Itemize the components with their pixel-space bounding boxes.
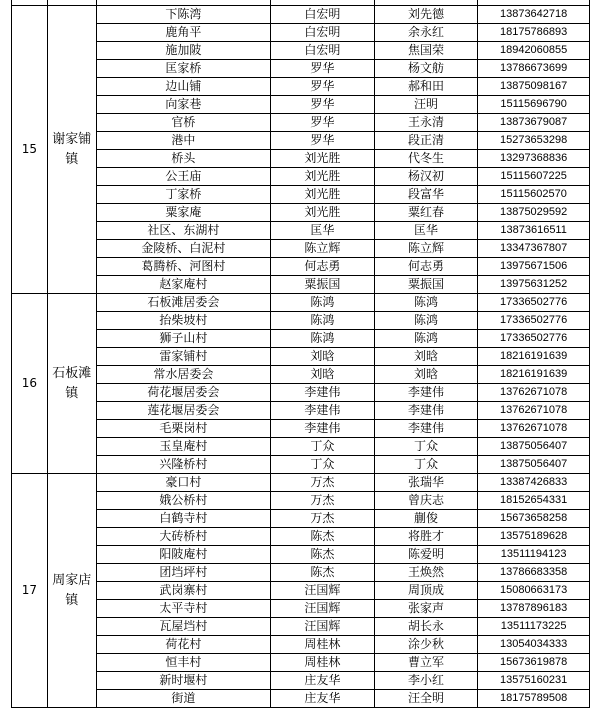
leader-cell: 刘光胜 <box>271 204 375 222</box>
phone-cell: 13875056407 <box>478 456 590 474</box>
phone-cell: 17336502776 <box>478 330 590 348</box>
village-cell: 粟家庵 <box>96 204 270 222</box>
phone-cell: 13575160231 <box>478 672 590 690</box>
contact-cell: 陈爱明 <box>374 546 478 564</box>
table-row <box>12 582 590 600</box>
phone-cell: 15673619878 <box>478 654 590 672</box>
phone-cell: 13975671506 <box>478 258 590 276</box>
leader-cell: 白宏明 <box>271 6 375 24</box>
table-row <box>12 150 590 168</box>
leader-cell: 粟振国 <box>271 276 375 294</box>
table-row <box>12 654 590 672</box>
contact-cell: 焦国荣 <box>374 42 478 60</box>
phone-cell: 13786673699 <box>478 60 590 78</box>
phone-cell: 13875098167 <box>478 78 590 96</box>
town-name: 谢家铺镇 <box>47 6 96 294</box>
leader-cell: 汪国辉 <box>271 618 375 636</box>
leader-cell: 陈鸿 <box>271 330 375 348</box>
village-cell: 官桥 <box>96 114 270 132</box>
leader-cell: 庄友华 <box>271 690 375 708</box>
phone-cell: 13347367807 <box>478 240 590 258</box>
leader-cell: 汪国辉 <box>271 600 375 618</box>
village-cell: 赵家庵村 <box>96 276 270 294</box>
contact-cell: 何志勇 <box>374 258 478 276</box>
contact-cell: 刘晗 <box>374 348 478 366</box>
contact-table <box>11 0 590 708</box>
village-cell: 白鹤寺村 <box>96 510 270 528</box>
leader-cell: 万杰 <box>271 492 375 510</box>
leader-cell: 庄友华 <box>271 672 375 690</box>
table-row <box>12 384 590 402</box>
contact-cell: 曹立军 <box>374 654 478 672</box>
table-row <box>12 24 590 42</box>
table-row <box>12 600 590 618</box>
table-row <box>12 564 590 582</box>
village-cell: 抬柴坡村 <box>96 312 270 330</box>
seq-number: 17 <box>12 474 48 708</box>
phone-cell: 13762671078 <box>478 384 590 402</box>
village-cell: 社区、东湖村 <box>96 222 270 240</box>
phone-cell: 18216191639 <box>478 366 590 384</box>
village-cell: 莲花堰居委会 <box>96 402 270 420</box>
contact-cell: 陈鸿 <box>374 294 478 312</box>
leader-cell: 罗华 <box>271 96 375 114</box>
contact-cell: 段正清 <box>374 132 478 150</box>
table-body <box>12 0 590 708</box>
leader-cell: 罗华 <box>271 114 375 132</box>
village-cell: 新时堰村 <box>96 672 270 690</box>
table-row <box>12 42 590 60</box>
contact-cell: 代冬生 <box>374 150 478 168</box>
phone-cell: 13787896183 <box>478 600 590 618</box>
leader-cell: 何志勇 <box>271 258 375 276</box>
contact-cell: 李小红 <box>374 672 478 690</box>
village-cell: 港中 <box>96 132 270 150</box>
leader-cell: 陈立辉 <box>271 240 375 258</box>
village-cell: 阳陂庵村 <box>96 546 270 564</box>
phone-cell: 18175789508 <box>478 690 590 708</box>
leader-cell: 刘光胜 <box>271 150 375 168</box>
village-cell: 鹿角平 <box>96 24 270 42</box>
table-row <box>12 690 590 708</box>
phone-cell: 18175786893 <box>478 24 590 42</box>
table-row <box>12 222 590 240</box>
village-cell: 豪口村 <box>96 474 270 492</box>
seq-number: 16 <box>12 294 48 474</box>
village-cell: 太平寺村 <box>96 600 270 618</box>
contact-cell: 李建伟 <box>374 402 478 420</box>
village-cell: 金陵桥、白泥村 <box>96 240 270 258</box>
village-cell: 桥头 <box>96 150 270 168</box>
contact-cell: 汪全明 <box>374 690 478 708</box>
table-row <box>12 114 590 132</box>
phone-cell: 13387426833 <box>478 474 590 492</box>
table-row <box>12 456 590 474</box>
phone-cell: 15080663173 <box>478 582 590 600</box>
contact-cell: 李建伟 <box>374 420 478 438</box>
table-row <box>12 420 590 438</box>
contact-cell: 陈立辉 <box>374 240 478 258</box>
village-cell: 娥公桥村 <box>96 492 270 510</box>
contact-cell: 汪明 <box>374 96 478 114</box>
leader-cell: 周桂林 <box>271 636 375 654</box>
table-row <box>12 510 590 528</box>
contact-cell: 将胜才 <box>374 528 478 546</box>
leader-cell: 刘光胜 <box>271 186 375 204</box>
village-cell: 大砖桥村 <box>96 528 270 546</box>
phone-cell: 13975631252 <box>478 276 590 294</box>
leader-cell: 万杰 <box>271 510 375 528</box>
phone-cell: 17336502776 <box>478 312 590 330</box>
contact-cell: 李建伟 <box>374 384 478 402</box>
village-cell: 荷花堰居委会 <box>96 384 270 402</box>
seq-number: 15 <box>12 6 48 294</box>
phone-cell: 15115602570 <box>478 186 590 204</box>
leader-cell: 罗华 <box>271 132 375 150</box>
phone-cell: 18942060855 <box>478 42 590 60</box>
leader-cell: 周桂林 <box>271 654 375 672</box>
contact-cell: 余永红 <box>374 24 478 42</box>
phone-cell: 13575189628 <box>478 528 590 546</box>
phone-cell: 13762671078 <box>478 402 590 420</box>
village-cell: 葛腾桥、河图村 <box>96 258 270 276</box>
contact-cell: 郝和田 <box>374 78 478 96</box>
leader-cell: 丁众 <box>271 438 375 456</box>
village-cell: 瓦屋垱村 <box>96 618 270 636</box>
village-cell: 匡家桥 <box>96 60 270 78</box>
phone-cell: 13873642718 <box>478 6 590 24</box>
village-cell: 毛栗岗村 <box>96 420 270 438</box>
phone-cell: 17336502776 <box>478 294 590 312</box>
village-cell: 玉皇庵村 <box>96 438 270 456</box>
phone-cell: 13511173225 <box>478 618 590 636</box>
leader-cell: 白宏明 <box>271 24 375 42</box>
contact-cell: 王永清 <box>374 114 478 132</box>
phone-cell: 13873679087 <box>478 114 590 132</box>
phone-cell: 15115607225 <box>478 168 590 186</box>
table-row <box>12 546 590 564</box>
contact-cell: 丁众 <box>374 456 478 474</box>
village-cell: 街道 <box>96 690 270 708</box>
table-row <box>12 96 590 114</box>
table-row <box>12 438 590 456</box>
contact-cell: 周顶成 <box>374 582 478 600</box>
contact-cell: 丁众 <box>374 438 478 456</box>
phone-cell: 13875029592 <box>478 204 590 222</box>
village-cell: 施加陂 <box>96 42 270 60</box>
phone-cell: 18216191639 <box>478 348 590 366</box>
contact-cell: 张家声 <box>374 600 478 618</box>
table-row <box>12 78 590 96</box>
leader-cell: 陈鸿 <box>271 294 375 312</box>
phone-cell: 13054034333 <box>478 636 590 654</box>
phone-cell: 13875056407 <box>478 438 590 456</box>
table-row <box>12 618 590 636</box>
village-cell: 公王庙 <box>96 168 270 186</box>
village-cell: 石板滩居委会 <box>96 294 270 312</box>
table-row <box>12 204 590 222</box>
village-cell: 狮子山村 <box>96 330 270 348</box>
village-cell: 边山铺 <box>96 78 270 96</box>
village-cell: 团垱坪村 <box>96 564 270 582</box>
contact-cell: 粟红春 <box>374 204 478 222</box>
contact-cell: 刘先德 <box>374 6 478 24</box>
contact-cell: 粟振国 <box>374 276 478 294</box>
leader-cell: 陈鸿 <box>271 312 375 330</box>
contact-cell: 刘晗 <box>374 366 478 384</box>
table-row <box>12 168 590 186</box>
table-row <box>12 276 590 294</box>
table-row <box>12 366 590 384</box>
contact-cell: 蒯俊 <box>374 510 478 528</box>
table-row <box>12 636 590 654</box>
leader-cell: 李建伟 <box>271 420 375 438</box>
leader-cell: 罗华 <box>271 60 375 78</box>
phone-cell: 18152654331 <box>478 492 590 510</box>
contact-cell: 王焕然 <box>374 564 478 582</box>
table-row <box>12 474 590 492</box>
phone-cell: 13786683358 <box>478 564 590 582</box>
leader-cell: 匡华 <box>271 222 375 240</box>
phone-cell: 13297368836 <box>478 150 590 168</box>
leader-cell: 陈杰 <box>271 564 375 582</box>
table-row <box>12 258 590 276</box>
town-name: 周家店镇 <box>47 474 96 708</box>
contact-cell: 杨汉初 <box>374 168 478 186</box>
contact-cell: 段富华 <box>374 186 478 204</box>
phone-cell: 15115696790 <box>478 96 590 114</box>
table-row <box>12 60 590 78</box>
contact-cell: 胡长永 <box>374 618 478 636</box>
table-row <box>12 402 590 420</box>
phone-cell: 15273653298 <box>478 132 590 150</box>
contact-cell: 陈鸿 <box>374 312 478 330</box>
leader-cell: 丁众 <box>271 456 375 474</box>
table-row <box>12 240 590 258</box>
phone-cell: 13762671078 <box>478 420 590 438</box>
phone-cell: 13511194123 <box>478 546 590 564</box>
leader-cell: 罗华 <box>271 78 375 96</box>
village-cell: 武岗寨村 <box>96 582 270 600</box>
table-row <box>12 186 590 204</box>
table-row <box>12 312 590 330</box>
table-row <box>12 492 590 510</box>
village-cell: 常水居委会 <box>96 366 270 384</box>
leader-cell: 李建伟 <box>271 402 375 420</box>
village-cell: 向家巷 <box>96 96 270 114</box>
phone-cell: 13873616511 <box>478 222 590 240</box>
contact-cell: 曾庆志 <box>374 492 478 510</box>
village-cell: 恒丰村 <box>96 654 270 672</box>
leader-cell: 白宏明 <box>271 42 375 60</box>
village-cell: 雷家铺村 <box>96 348 270 366</box>
contact-cell: 涂少秋 <box>374 636 478 654</box>
town-name: 石板滩镇 <box>47 294 96 474</box>
contact-cell: 陈鸿 <box>374 330 478 348</box>
table-row <box>12 348 590 366</box>
village-cell: 荷花村 <box>96 636 270 654</box>
contact-cell: 杨文舫 <box>374 60 478 78</box>
leader-cell: 陈杰 <box>271 546 375 564</box>
leader-cell: 万杰 <box>271 474 375 492</box>
village-cell: 丁家桥 <box>96 186 270 204</box>
table-row <box>12 672 590 690</box>
table-row <box>12 132 590 150</box>
leader-cell: 汪国辉 <box>271 582 375 600</box>
table-row <box>12 528 590 546</box>
phone-cell: 15673658258 <box>478 510 590 528</box>
leader-cell: 李建伟 <box>271 384 375 402</box>
village-cell: 下陈湾 <box>96 6 270 24</box>
leader-cell: 陈杰 <box>271 528 375 546</box>
table-row <box>12 6 590 24</box>
leader-cell: 刘光胜 <box>271 168 375 186</box>
contact-cell: 匡华 <box>374 222 478 240</box>
leader-cell: 刘晗 <box>271 348 375 366</box>
contact-cell: 张瑞华 <box>374 474 478 492</box>
leader-cell: 刘晗 <box>271 366 375 384</box>
table-row <box>12 294 590 312</box>
village-cell: 兴隆桥村 <box>96 456 270 474</box>
table-row <box>12 330 590 348</box>
